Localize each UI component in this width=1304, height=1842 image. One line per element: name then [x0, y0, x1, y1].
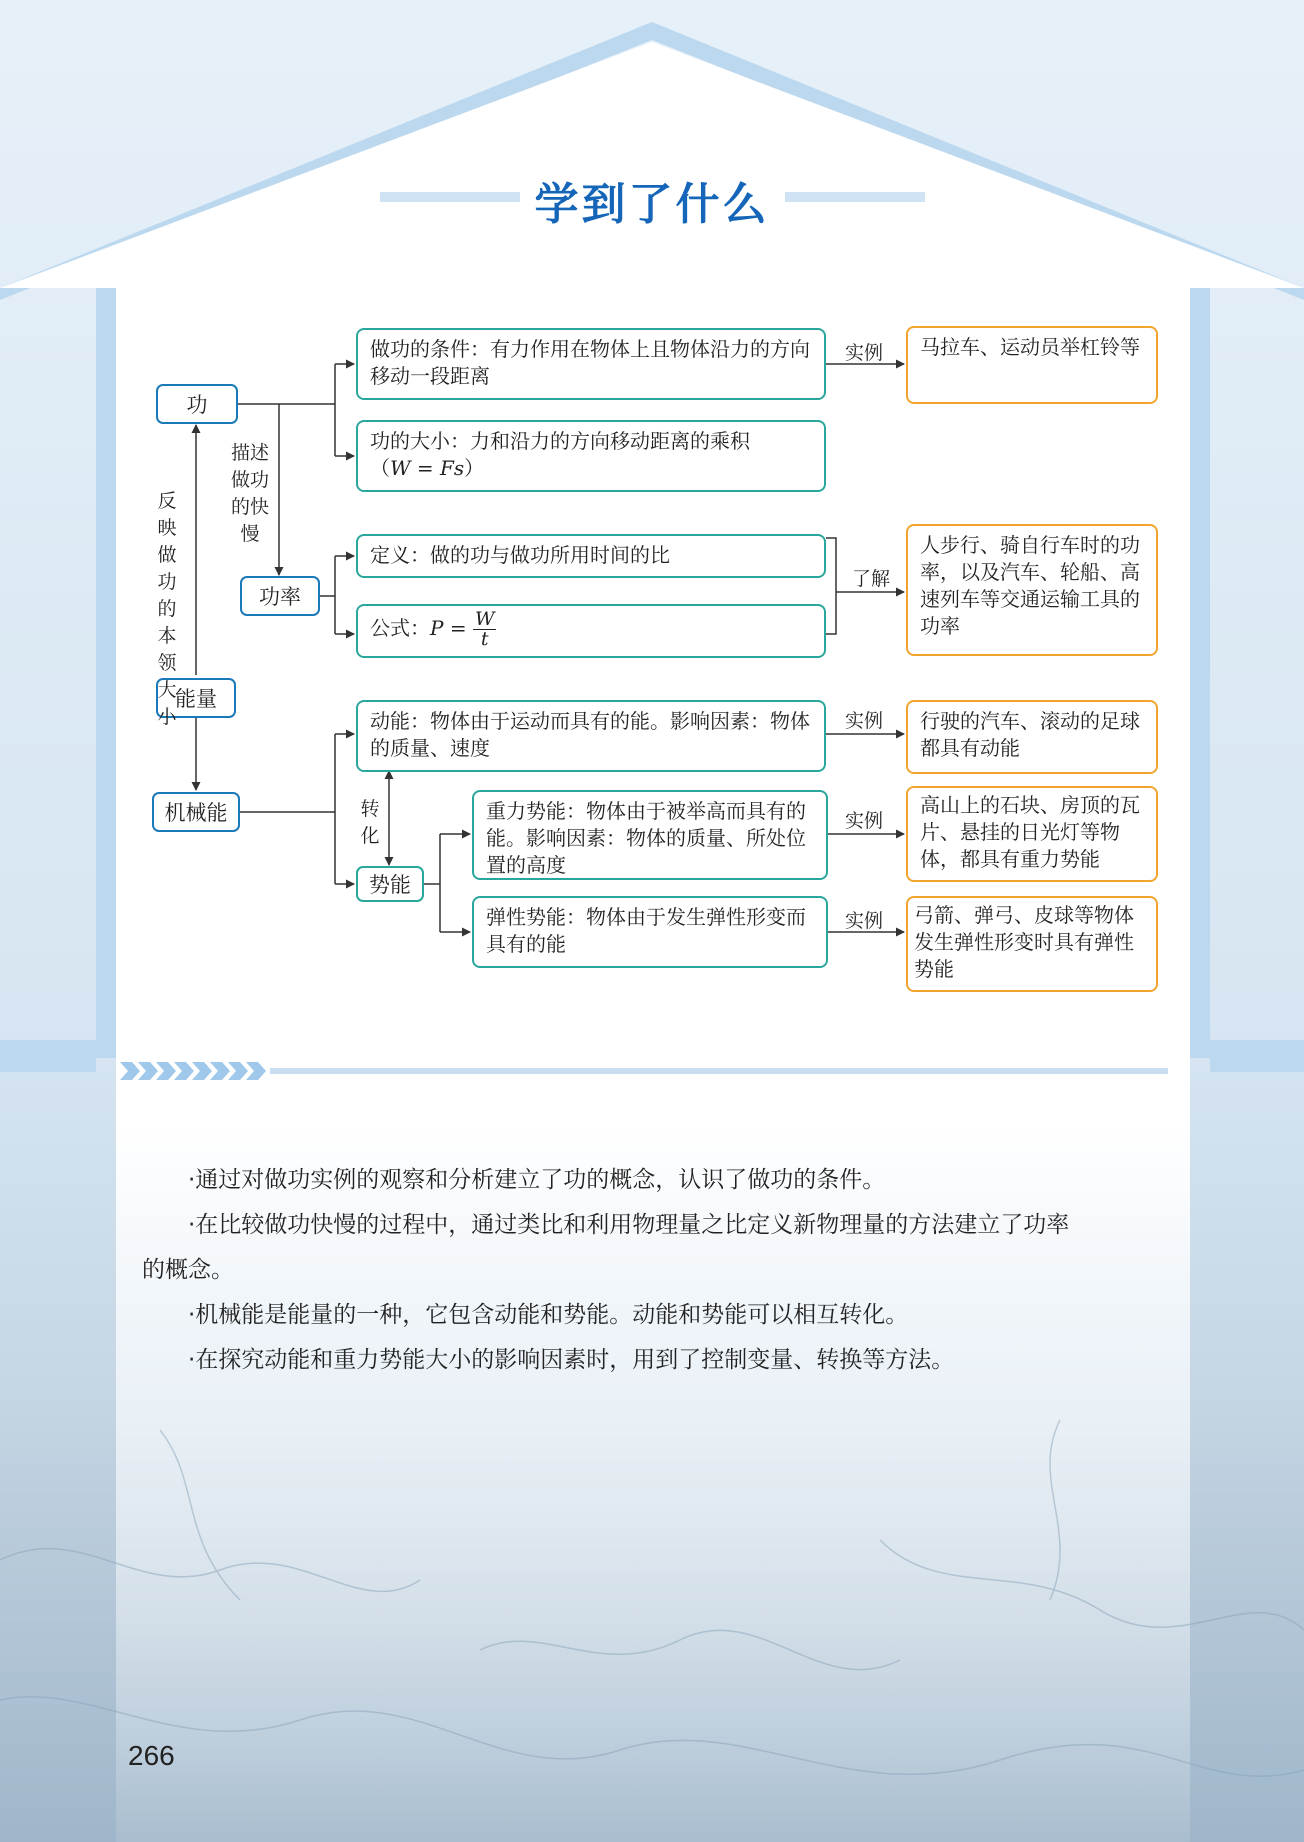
node-power: 功率 [240, 576, 320, 616]
summary-point: ·机械能是能量的一种，它包含动能和势能。动能和势能可以相互转化。 [188, 1302, 909, 1328]
work-magnitude-text: 功的大小：力和沿力的方向移动距离的乘积 [370, 429, 750, 453]
box-power-definition: 定义：做的功与做功所用时间的比 [356, 534, 826, 578]
power-formula-prefix: 公式： [370, 616, 430, 640]
label-reflects-work-capacity: 反映做功的本领大小 [157, 490, 177, 728]
box-kinetic-energy: 动能：物体由于运动而具有的能。影响因素：物体的质量、速度 [356, 700, 826, 772]
summary-point-continuation: 的概念。 [142, 1257, 234, 1283]
work-formula-open: （ [370, 456, 390, 480]
label-example-work: 实例 [845, 342, 884, 364]
box-work-condition: 做功的条件：有力作用在物体上且物体沿力的方向移动一段距离 [356, 328, 826, 400]
summary-point: ·在比较做功快慢的过程中，通过类比和利用物理量之比定义新物理量的方法建立了功率 [188, 1212, 1070, 1238]
box-example-elastic: 弓箭、弹弓、皮球等物体发生弹性形变时具有弹性势能 [906, 896, 1158, 992]
box-elastic-pe: 弹性势能：物体由于发生弹性形变而具有的能 [472, 896, 828, 968]
node-potential-energy: 势能 [356, 866, 424, 902]
power-formula-numerator: W [474, 608, 495, 630]
summary-points [142, 1158, 1172, 1383]
page-number: 266 [128, 1740, 175, 1771]
box-power-formula [356, 604, 826, 658]
power-formula-fraction [473, 610, 497, 649]
box-gravitational-pe: 重力势能：物体由于被举高而具有的能。影响因素：物体的质量、所处位置的高度 [472, 790, 828, 880]
box-example-gravity: 高山上的石块、房顶的瓦片、悬挂的日光灯等物体，都具有重力势能 [906, 786, 1158, 882]
node-energy: 能量 [156, 678, 236, 718]
label-example-elastic: 实例 [845, 910, 884, 932]
summary-point: ·通过对做功实例的观察和分析建立了功的概念，认识了做功的条件。 [188, 1167, 886, 1193]
work-formula: W = Fs [390, 456, 465, 480]
box-work-magnitude [356, 420, 826, 492]
summary-point: ·在探究动能和重力势能大小的影响因素时，用到了控制变量、转换等方法。 [188, 1347, 955, 1373]
power-formula-lhs: P = [430, 616, 467, 640]
label-conversion: 转化 [360, 798, 380, 847]
node-mechanical-energy: 机械能 [152, 792, 240, 832]
label-understand-power: 了解 [852, 568, 891, 590]
label-example-gravity: 实例 [845, 810, 884, 832]
box-example-kinetic: 行驶的汽车、滚动的足球都具有动能 [906, 700, 1158, 774]
work-formula-close: ） [464, 456, 485, 480]
page-title: 学到了什么 [534, 179, 770, 230]
label-describes-work-speed: 描述做功的快慢 [230, 442, 269, 545]
box-example-power: 人步行、骑自行车时的功率，以及汽车、轮船、高速列车等交通运输工具的功率 [906, 524, 1158, 656]
power-formula-denominator: t [480, 628, 489, 650]
box-example-work: 马拉车、运动员举杠铃等 [906, 326, 1158, 404]
node-work: 功 [156, 384, 238, 424]
label-example-kinetic: 实例 [845, 710, 884, 732]
